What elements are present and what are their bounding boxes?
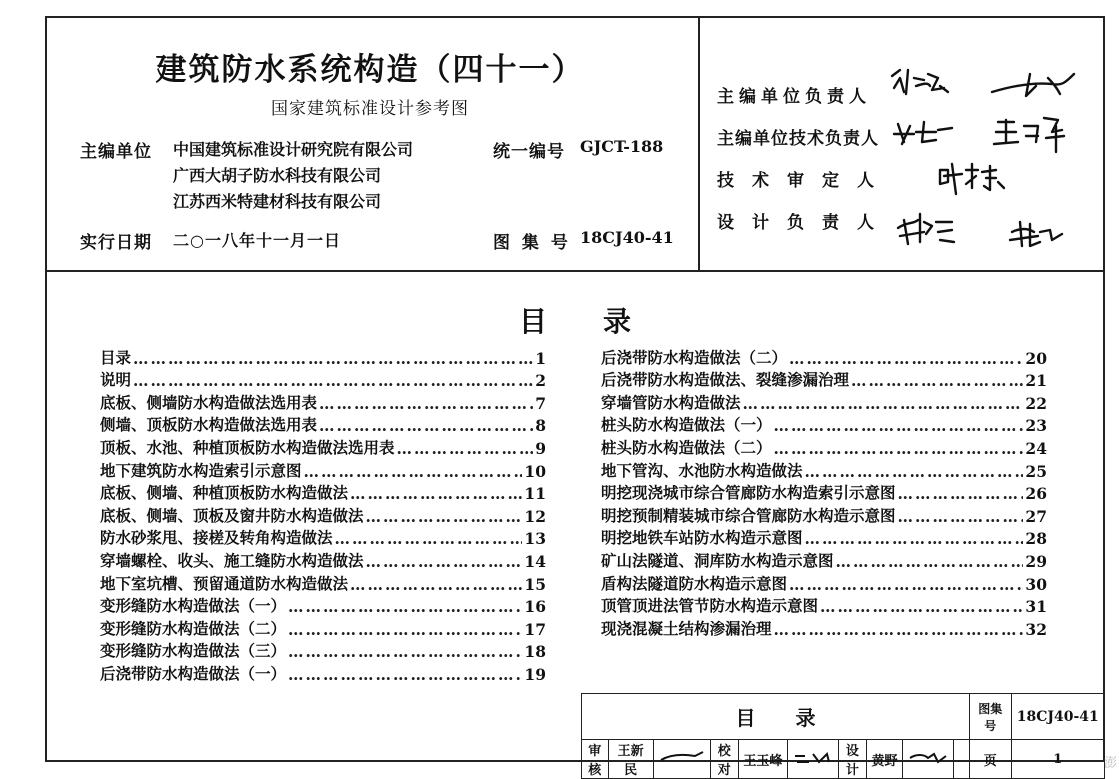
toc-entry-page: 23 <box>1025 416 1047 436</box>
toc-entry-page: 14 <box>524 551 546 571</box>
toc-entry-page: 25 <box>1025 461 1047 481</box>
toc-entry <box>100 435 546 458</box>
toc-entry <box>601 503 1047 526</box>
toc-entry-page: 19 <box>524 664 546 684</box>
toc-entry-title: 顶板、水池、种植顶板防水构造做法选用表 <box>100 437 395 457</box>
toc-leader-dots <box>366 552 523 571</box>
responsible-label-1: 主编单位负责人 <box>717 87 871 107</box>
toc-entry-title: 变形缝防水构造做法（一） <box>100 596 287 616</box>
toc-left-column <box>100 345 546 684</box>
page-label: 页 <box>970 740 1012 779</box>
toc-entry-title: 明挖预制精装城市综合管廊防水构造示意图 <box>601 505 896 525</box>
toc-leader-dots <box>304 462 523 481</box>
toc-entry-title: 底板、侧墙防水构造做法选用表 <box>100 392 318 412</box>
toc-entry-title: 防水砂浆甩、接槎及转角构造做法 <box>100 528 333 548</box>
toc-leader-dots <box>836 552 1024 571</box>
atlas-number-value: 18CJ40-41 <box>580 228 674 247</box>
toc-title: 目 录 <box>519 305 632 338</box>
toc-leader-dots <box>335 529 523 548</box>
toc-leader-dots <box>288 642 522 661</box>
toc-entry <box>601 481 1047 504</box>
design-label: 设计 <box>838 740 866 779</box>
atlas-title: 建筑防水系统构造（四十一） <box>155 52 585 88</box>
toc-entry-title: 变形缝防水构造做法（三） <box>100 641 287 661</box>
toc-leader-dots <box>319 416 533 435</box>
review-label: 审核 <box>582 740 609 779</box>
toc-entry-page: 32 <box>1025 619 1047 639</box>
toc-entry-title: 明挖地铁车站防水构造示意图 <box>601 528 803 548</box>
toc-entry-page: 26 <box>1025 484 1047 504</box>
toc-entry-page: 29 <box>1025 551 1047 571</box>
toc-entry-title: 盾构法隧道防水构造示意图 <box>601 573 788 593</box>
toc-entry-title: 现浇混凝土结构渗漏治理 <box>601 618 772 638</box>
toc-entry <box>100 639 546 662</box>
toc-entry-page: 7 <box>535 393 546 413</box>
review-name: 王新民 <box>608 740 653 779</box>
toc-leader-dots <box>350 484 522 503</box>
toc-entry <box>100 616 546 639</box>
toc-entry-title: 穿墙螺栓、收头、施工缝防水构造做法 <box>100 550 364 570</box>
toc-entry-page: 17 <box>524 619 546 639</box>
header-divider-vertical <box>698 16 700 271</box>
title-block-atlas-label: 图集号 <box>970 694 1012 740</box>
toc-leader-dots <box>774 439 1024 458</box>
toc-entry <box>601 548 1047 571</box>
toc-leader-dots <box>288 620 522 639</box>
toc-entry <box>100 368 546 391</box>
toc-entry-page: 31 <box>1025 597 1047 617</box>
toc-entry-title: 后浇带防水构造做法（二） <box>601 347 788 367</box>
toc-entry <box>601 616 1047 639</box>
code-label: 统一编号 <box>493 142 565 162</box>
toc-entry <box>100 413 546 436</box>
toc-entry-title: 侧墙、顶板防水构造做法选用表 <box>100 415 318 435</box>
responsible-label-4: 设计负责人 <box>717 213 892 233</box>
toc-entry-page: 12 <box>524 506 546 526</box>
atlas-subtitle: 国家建筑标准设计参考图 <box>271 99 469 119</box>
toc-entry-page: 2 <box>535 371 546 391</box>
toc-entry-title: 桩头防水构造做法（二） <box>601 437 772 457</box>
toc-entry-title: 穿墙管防水构造做法 <box>601 392 741 412</box>
toc-entry <box>601 368 1047 391</box>
toc-entry-title: 后浇带防水构造做法、裂缝渗漏治理 <box>601 370 850 390</box>
toc-entry-page: 16 <box>524 597 546 617</box>
toc-entry <box>601 390 1047 413</box>
toc-entry <box>100 458 546 481</box>
toc-entry-title: 底板、侧墙、顶板及窗井防水构造做法 <box>100 505 364 525</box>
toc-entry-title: 说明 <box>100 370 132 390</box>
toc-leader-dots <box>743 394 1024 413</box>
toc-entry-title: 矿山法隧道、洞库防水构造示意图 <box>601 550 834 570</box>
toc-leader-dots <box>805 462 1024 481</box>
date-value: 二○一八年十一月一日 <box>173 231 341 250</box>
toc-leader-dots <box>133 371 533 390</box>
toc-entry-page: 27 <box>1025 506 1047 526</box>
design-signature <box>902 740 953 779</box>
toc-entry <box>601 345 1047 368</box>
toc-leader-dots <box>851 371 1023 390</box>
toc-entry-title: 桩头防水构造做法（一） <box>601 415 772 435</box>
toc-entry <box>601 413 1047 436</box>
design-name: 黄野 <box>867 740 903 779</box>
toc-entry-page: 24 <box>1025 438 1047 458</box>
toc-leader-dots <box>820 597 1023 616</box>
toc-entry-page: 13 <box>524 529 546 549</box>
responsible-label-3: 技术审定人 <box>717 171 892 191</box>
signature-1a <box>892 70 948 94</box>
toc-leader-dots <box>898 484 1024 503</box>
toc-leader-dots <box>133 349 533 368</box>
toc-leader-dots <box>789 575 1023 594</box>
date-label: 实行日期 <box>80 233 152 253</box>
check-signature-mark <box>793 750 833 764</box>
toc-entry-title: 顶管顶进法管节防水构造示意图 <box>601 596 819 616</box>
toc-entry-page: 20 <box>1025 348 1047 368</box>
signature-strokes <box>880 60 1100 260</box>
toc-leader-dots <box>288 597 522 616</box>
editor-unit-2: 广西大胡子防水科技有限公司 <box>173 166 382 185</box>
review-signature-mark <box>659 750 705 764</box>
toc-entry-page: 21 <box>1025 371 1047 391</box>
toc-entry <box>100 481 546 504</box>
responsible-label-2: 主编单位技术负责人 <box>717 129 879 149</box>
toc-entry-page: 11 <box>524 484 546 504</box>
editor-unit-1: 中国建筑标准设计研究院有限公司 <box>173 140 414 159</box>
toc-entry-title: 变形缝防水构造做法（二） <box>100 618 287 638</box>
toc-entry-page: 15 <box>524 574 546 594</box>
toc-leader-dots <box>789 349 1023 368</box>
toc-entry-title: 地下管沟、水池防水构造做法 <box>601 460 803 480</box>
toc-leader-dots <box>774 416 1024 435</box>
toc-entry <box>100 661 546 684</box>
toc-entry <box>100 594 546 617</box>
toc-entry <box>601 526 1047 549</box>
toc-leader-dots <box>350 575 522 594</box>
toc-entry-title: 地下建筑防水构造索引示意图 <box>100 460 302 480</box>
title-block-atlas-value: 18CJ40-41 <box>1011 694 1104 740</box>
title-block <box>581 693 1105 778</box>
toc-leader-dots <box>366 507 523 526</box>
editor-label: 主编单位 <box>80 142 152 162</box>
toc-entry <box>100 548 546 571</box>
toc-entry-title: 目录 <box>100 347 132 367</box>
toc-entry <box>601 594 1047 617</box>
toc-leader-dots <box>288 665 522 684</box>
toc-entry <box>100 345 546 368</box>
header-divider-horizontal <box>45 270 1105 272</box>
toc-leader-dots <box>397 439 534 458</box>
toc-entry <box>100 526 546 549</box>
toc-entry-title: 地下室坑槽、预留通道防水构造做法 <box>100 573 349 593</box>
toc-entry-title: 底板、侧墙、种植顶板防水构造做法 <box>100 483 349 503</box>
toc-entry-page: 10 <box>524 461 546 481</box>
toc-leader-dots <box>774 620 1024 639</box>
toc-entry-page: 8 <box>535 416 546 436</box>
toc-entry <box>601 571 1047 594</box>
editor-unit-3: 江苏西米特建材科技有限公司 <box>173 192 382 211</box>
toc-leader-dots <box>898 507 1024 526</box>
check-label: 校对 <box>710 740 738 779</box>
toc-entry <box>601 435 1047 458</box>
toc-leader-dots <box>319 394 533 413</box>
watermark: 澎 <box>1103 756 1117 771</box>
toc-entry-page: 9 <box>535 438 546 458</box>
title-block-spacer <box>953 740 969 779</box>
toc-entry-title: 后浇带防水构造做法（一） <box>100 663 287 683</box>
toc-entry-page: 30 <box>1025 574 1047 594</box>
page-value: 1 <box>1011 740 1104 779</box>
toc-entry-page: 18 <box>524 642 546 662</box>
toc-leader-dots <box>805 529 1024 548</box>
design-signature-mark <box>908 750 948 764</box>
code-value: GJCT-188 <box>580 137 664 156</box>
toc-entry <box>601 458 1047 481</box>
title-block-name: 目 录 <box>582 694 970 740</box>
check-signature <box>787 740 838 779</box>
toc-entry-title: 明挖现浇城市综合管廊防水构造索引示意图 <box>601 483 896 503</box>
toc-entry-page: 1 <box>535 348 546 368</box>
check-name: 王玉峰 <box>738 740 787 779</box>
toc-entry-page: 22 <box>1025 393 1047 413</box>
toc-entry <box>100 571 546 594</box>
toc-entry-page: 28 <box>1025 529 1047 549</box>
toc-right-column <box>601 345 1047 639</box>
review-signature <box>653 740 710 779</box>
atlas-number-label: 图 集 号 <box>493 233 571 253</box>
toc-entry <box>100 503 546 526</box>
toc-entry <box>100 390 546 413</box>
